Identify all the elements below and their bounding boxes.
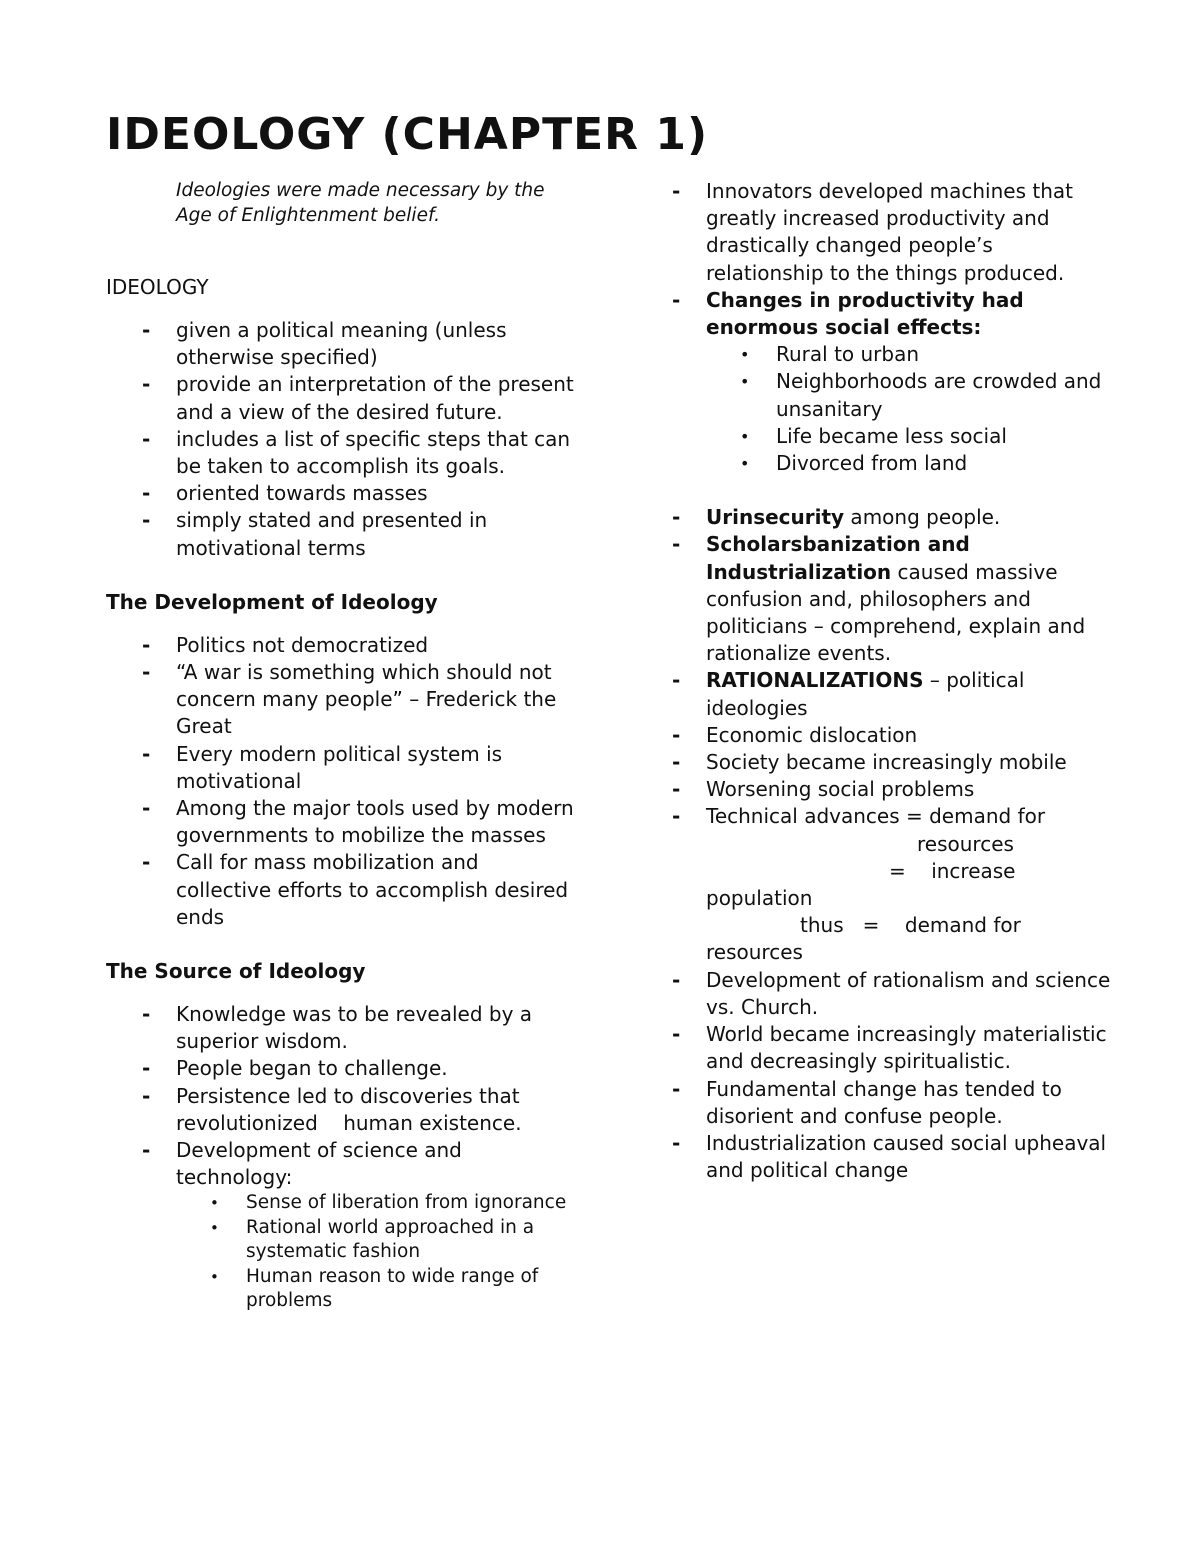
- list-item: - simply stated and presented in motivational terms: [142, 508, 488, 560]
- list-item: - Changes in productivity had enormous social effects:: [672, 287, 1024, 340]
- list-item: - Every modern political system is motivational: [142, 741, 503, 793]
- right-list-top: [672, 178, 1112, 341]
- list-item: - given a political meaning (unless otherwise specified): [142, 318, 507, 370]
- ideology-heading: IDEOLOGY: [106, 275, 209, 299]
- list-item: - Industrialization caused social upheaval and political change: [672, 1130, 1107, 1183]
- list-item: • Sense of liberation from ignorance: [210, 1192, 567, 1214]
- list-item: - Worsening social problems: [672, 777, 975, 802]
- source-sublist: [106, 1191, 576, 1314]
- list-item: - Among the major tools used by modern governments to mobilize the masses: [142, 796, 574, 848]
- list-item: • Divorced from land: [740, 451, 968, 476]
- list-item: - Fundamental change has tended to disorient and confuse people.: [672, 1076, 1062, 1128]
- list-item: - People began to challenge.: [142, 1056, 448, 1081]
- list-item: - Urinsecurity among people.: [672, 505, 1001, 530]
- list-item: - RATIONALIZATIONS – political ideologies: [672, 668, 1025, 720]
- tech-line-4: population: [706, 886, 813, 911]
- list-item: • Life became less social: [740, 423, 1007, 448]
- list-item: • Rural to urban: [740, 342, 920, 367]
- list-item: - Politics not democratized: [142, 632, 429, 657]
- intro-text: Ideologies were made necessary by the Age of Enlightenment belief.: [176, 180, 545, 226]
- development-heading: The Development of Ideology: [106, 589, 438, 614]
- list-item: - Economic dislocation: [672, 722, 918, 747]
- list-item: - Technical advances = demand for resources = increase population thus = demand for resources: [672, 803, 1112, 966]
- list-item: - Innovators developed machines that greatly increased productivity and drastically changed people’s relationship to the things produced.: [672, 179, 1073, 285]
- list-item: - oriented towards masses: [142, 481, 428, 506]
- source-list: [106, 1001, 576, 1191]
- list-item: - Development of rationalism and science vs. Church.: [672, 967, 1111, 1019]
- tech-line-5: thus = demand for: [800, 913, 1021, 938]
- left-column: [106, 178, 576, 1314]
- list-item: • Neighborhoods are crowded and unsanitary: [740, 369, 1102, 421]
- list-item: • Human reason to wide range of problems: [210, 1265, 539, 1312]
- effects-list: [672, 341, 1112, 477]
- list-item: - Development of science and technology:: [142, 1138, 462, 1190]
- list-item: - Call for mass mobilization and collective efforts to accomplish desired ends: [142, 850, 569, 929]
- page-title: IDEOLOGY (CHAPTER 1): [106, 109, 709, 160]
- tech-line-6: resources: [706, 940, 803, 965]
- list-item: - “A war is something which should not concern many people” – Frederick the Great: [142, 660, 557, 739]
- list-item: • Rational world approached in a systematic fashion: [210, 1216, 535, 1263]
- tech-line-2: resources: [917, 831, 1014, 856]
- list-item: - Society became increasingly mobile: [672, 750, 1067, 775]
- development-list: [106, 632, 576, 931]
- right-column: [672, 178, 1112, 1184]
- ideology-list: [106, 317, 576, 562]
- list-item: - Knowledge was to be revealed by a superior wisdom.: [142, 1002, 533, 1054]
- right-list-main: [672, 504, 1112, 1184]
- list-item: - World became increasingly materialistic and decreasingly spiritualistic.: [672, 1022, 1107, 1074]
- list-item: - includes a list of specific steps that can be taken to accomplish its goals.: [142, 426, 571, 479]
- source-heading: The Source of Ideology: [106, 959, 366, 984]
- tech-line-3: = increase: [889, 858, 1016, 883]
- list-item: - Persistence led to discoveries that revolutionized human existence.: [142, 1083, 526, 1135]
- list-item: - Scholarsbanization and Industrialization caused massive confusion and, philosophers and politicians – comprehend, explain and rationalize events.: [672, 532, 1086, 666]
- tech-line-1: Technical advances = demand for: [706, 804, 1046, 829]
- list-item: - provide an interpretation of the present and a view of the desired future.: [142, 372, 574, 424]
